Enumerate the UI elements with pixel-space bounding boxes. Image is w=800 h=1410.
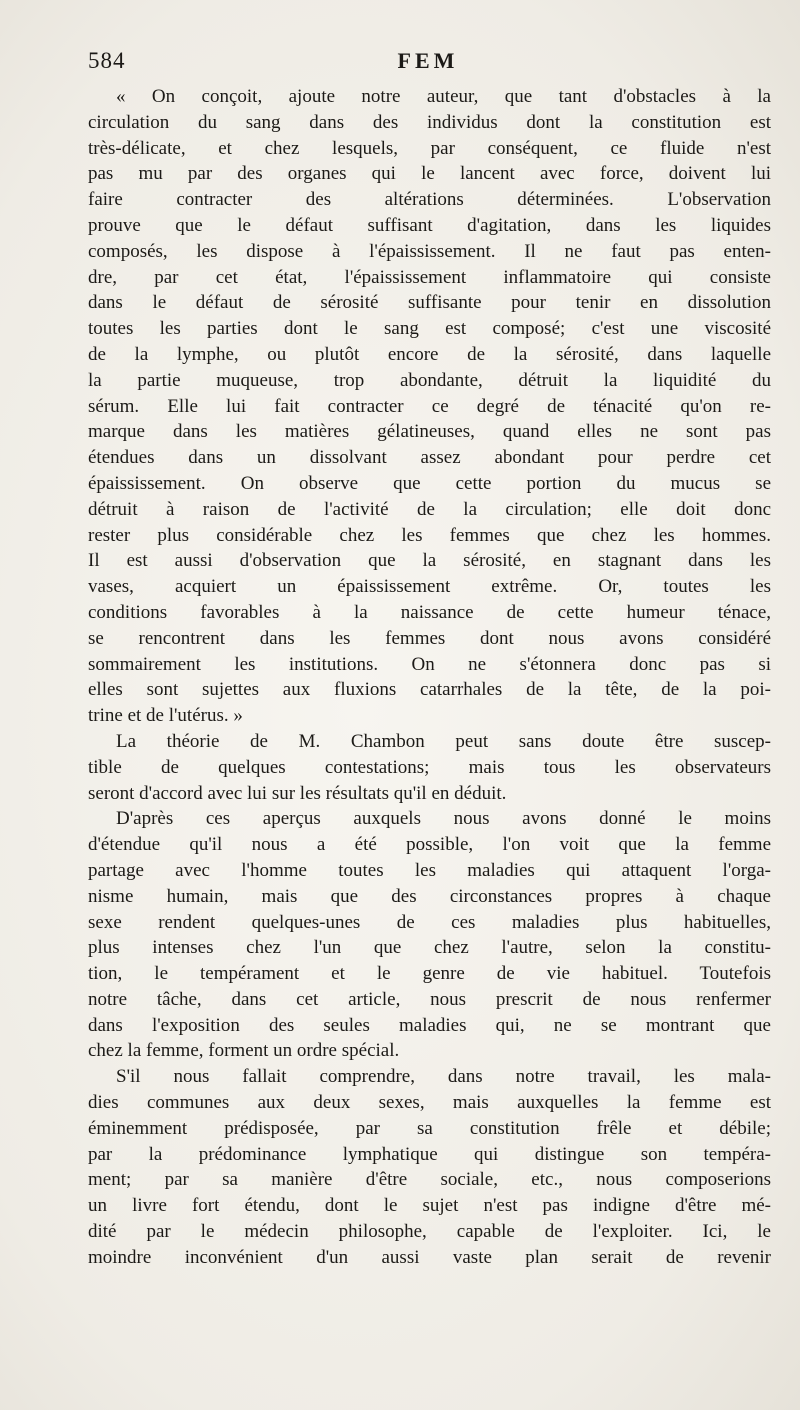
text-line: sommairement les institutions. On ne s'étonnera donc pas si: [88, 653, 771, 675]
text-line: elles sont sujettes aux fluxions catarrhales de la tête, de la poi-: [88, 679, 771, 701]
text-line: nisme humain, mais que des circonstances propres à chaque: [88, 885, 771, 907]
text-line: se rencontrent dans les femmes dont nous avons considéré: [88, 627, 771, 649]
text-line: tion, le tempérament et le genre de vie habituel. Toutefois: [88, 963, 771, 985]
text-line: dre, par cet état, l'épaississement inflammatoire qui consiste: [88, 266, 771, 288]
text-line: Il est aussi d'observation que la sérosité, en stagnant dans les: [88, 550, 771, 572]
text-line: ment; par sa manière d'être sociale, etc., nous composerions: [88, 1169, 771, 1191]
text-line: composés, les dispose à l'épaississement. Il ne faut pas enten-: [88, 240, 771, 262]
text-line: trine et de l'utérus. »: [88, 705, 243, 727]
text-line: un livre fort étendu, dont le sujet n'est pas indigne d'être mé-: [88, 1195, 771, 1217]
text-line: vases, acquiert un épaississement extrême. Or, toutes les: [88, 576, 771, 598]
text-line: la partie muqueuse, trop abondante, détruit la liquidité du: [88, 369, 771, 391]
text-line: « On conçoit, ajoute notre auteur, que tant d'obstacles à la: [116, 86, 771, 107]
text-line: dité par le médecin philosophe, capable de l'exploiter. Ici, le: [88, 1221, 771, 1243]
text-line: D'après ces aperçus auxquels nous avons donné le moins: [116, 808, 771, 830]
page-header: [88, 48, 768, 82]
text-line: S'il nous fallait comprendre, dans notre travail, les mala-: [116, 1066, 771, 1088]
text-line: circulation du sang dans des individus dont la constitution est: [88, 111, 771, 133]
text-line: conditions favorables à la naissance de cette humeur ténace,: [88, 601, 771, 623]
text-line: rester plus considérable chez les femmes que chez les hommes.: [88, 524, 771, 546]
text-line: La théorie de M. Chambon peut sans doute être suscep-: [116, 730, 771, 752]
text-line: prouve que le défaut suffisant d'agitation, dans les liquides: [88, 214, 771, 236]
text-line: très-délicate, et chez lesquels, par conséquent, ce fluide n'est: [88, 137, 771, 159]
text-line: éminemment prédisposée, par sa constitution frêle et débile;: [88, 1117, 771, 1139]
text-line: sérum. Elle lui fait contracter ce degré de ténacité qu'on re-: [88, 395, 771, 417]
page-number: 584: [88, 48, 126, 73]
text-line: faire contracter des altérations déterminées. L'observation: [88, 189, 771, 211]
text-line: moindre inconvénient d'un aussi vaste plan serait de revenir: [88, 1246, 771, 1268]
body-text: [88, 84, 771, 1271]
text-line: de la lymphe, ou plutôt encore de la sérosité, dans laquelle: [88, 343, 771, 365]
running-head: FEM: [397, 48, 459, 73]
text-line: étendues dans un dissolvant assez abondant pour perdre cet: [88, 447, 771, 469]
text-line: tible de quelques contestations; mais tous les observateurs: [88, 756, 771, 778]
text-line: détruit à raison de l'activité de la circulation; elle doit donc: [88, 498, 771, 520]
text-line: toutes les parties dont le sang est composé; c'est une viscosité: [88, 318, 771, 340]
text-line: d'étendue qu'il nous a été possible, l'on voit que la femme: [88, 834, 771, 856]
text-line: dans le défaut de sérosité suffisante pour tenir en dissolution: [88, 292, 771, 314]
text-line: chez la femme, forment un ordre spécial.: [88, 1040, 400, 1062]
text-line: seront d'accord avec lui sur les résultats qu'il en déduit.: [88, 782, 507, 804]
text-line: épaississement. On observe que cette portion du mucus se: [88, 472, 771, 494]
text-line: plus intenses chez l'un que chez l'autre, selon la constitu-: [88, 937, 771, 959]
text-line: partage avec l'homme toutes les maladies qui attaquent l'orga-: [88, 859, 771, 881]
text-line: dies communes aux deux sexes, mais auxquelles la femme est: [88, 1092, 771, 1114]
text-line: dans l'exposition des seules maladies qui, ne se montrant que: [88, 1014, 771, 1036]
text-line: pas mu par des organes qui le lancent avec force, doivent lui: [88, 163, 771, 185]
text-line: notre tâche, dans cet article, nous prescrit de nous renfermer: [88, 988, 771, 1010]
text-line: marque dans les matières gélatineuses, quand elles ne sont pas: [88, 421, 771, 443]
text-line: sexe rendent quelques-unes de ces maladies plus habituelles,: [88, 911, 771, 933]
text-line: par la prédominance lymphatique qui distingue son tempéra-: [88, 1143, 771, 1165]
